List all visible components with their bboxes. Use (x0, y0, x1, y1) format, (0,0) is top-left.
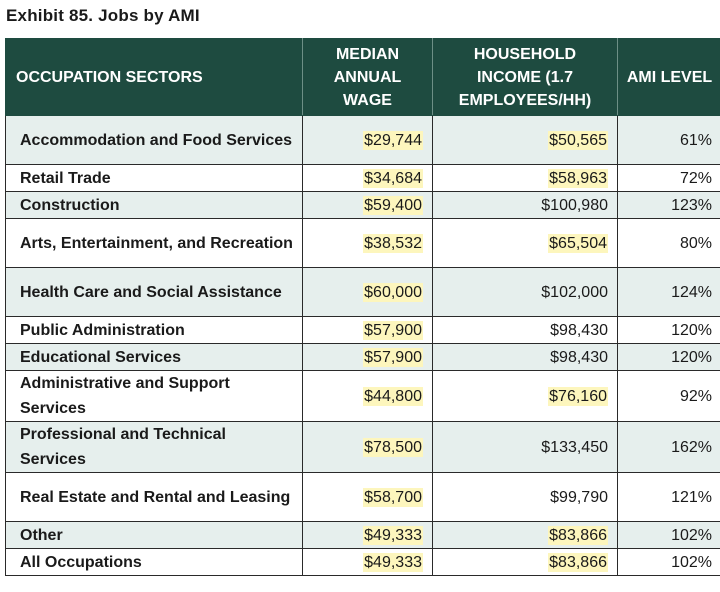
cell-household-income-value: $83,866 (549, 526, 607, 544)
cell-ami-level-value: 92% (679, 387, 712, 405)
cell-household-income-value: $58,963 (549, 169, 607, 187)
cell-ami-level (618, 522, 720, 549)
cell-occupation-sector: Accommodation and Food Services (6, 116, 303, 165)
table-row (6, 522, 720, 549)
header-occupation-sectors: OCCUPATION SECTORS (6, 39, 303, 116)
cell-occupation-sector: Other (6, 522, 303, 549)
cell-median-annual-wage-value: $38,532 (364, 234, 422, 252)
cell-household-income (433, 473, 618, 522)
cell-occupation-sector: Arts, Entertainment, and Recreation (6, 219, 303, 268)
cell-household-income (433, 422, 618, 473)
table-row (6, 116, 720, 165)
cell-median-annual-wage (303, 522, 433, 549)
cell-occupation-sector: Professional and Technical Services (6, 422, 303, 473)
cell-household-income-value: $102,000 (541, 283, 608, 301)
header-income-line-1: HOUSEHOLD (473, 45, 577, 63)
cell-household-income (433, 192, 618, 219)
cell-ami-level-value: 121% (671, 488, 712, 506)
cell-median-annual-wage-value: $57,900 (364, 321, 422, 339)
cell-occupation-sector: Real Estate and Rental and Leasing (6, 473, 303, 522)
table-row (6, 549, 720, 576)
cell-median-annual-wage (303, 219, 433, 268)
table-row (6, 219, 720, 268)
cell-household-income (433, 549, 618, 576)
cell-occupation-sector: Construction (6, 192, 303, 219)
cell-occupation-sector: Retail Trade (6, 165, 303, 192)
cell-ami-level (618, 371, 720, 422)
cell-median-annual-wage (303, 116, 433, 165)
cell-median-annual-wage-value: $78,500 (364, 438, 422, 456)
header-household-income (433, 39, 618, 116)
cell-household-income (433, 116, 618, 165)
cell-ami-level-value: 80% (679, 234, 712, 252)
cell-ami-level (618, 192, 720, 219)
cell-household-income-value: $100,980 (541, 196, 608, 214)
table-row (6, 192, 720, 219)
cell-median-annual-wage-value: $49,333 (364, 526, 422, 544)
exhibit-title: Exhibit 85. Jobs by AMI (6, 6, 200, 25)
table-row (6, 422, 720, 473)
cell-household-income-value: $99,790 (550, 488, 608, 506)
cell-median-annual-wage (303, 165, 433, 192)
header-wage-line-2: ANNUAL (333, 68, 402, 86)
cell-household-income (433, 522, 618, 549)
cell-median-annual-wage (303, 473, 433, 522)
cell-ami-level (618, 219, 720, 268)
table-header-row (6, 39, 720, 116)
table-row (6, 268, 720, 317)
header-ami-level: AMI LEVEL (618, 39, 720, 116)
table-row (6, 371, 720, 422)
cell-household-income-value: $76,160 (549, 387, 607, 405)
table-row (6, 473, 720, 522)
cell-household-income (433, 165, 618, 192)
cell-median-annual-wage-value: $49,333 (364, 553, 422, 571)
cell-household-income-value: $98,430 (550, 348, 608, 366)
cell-ami-level-value: 61% (679, 131, 712, 149)
cell-ami-level (618, 317, 720, 344)
cell-median-annual-wage (303, 549, 433, 576)
header-wage-line-3: WAGE (343, 91, 392, 109)
cell-household-income-value: $65,504 (549, 234, 607, 252)
cell-median-annual-wage (303, 317, 433, 344)
cell-household-income-value: $133,450 (541, 438, 608, 456)
cell-median-annual-wage-value: $34,684 (364, 169, 422, 187)
cell-median-annual-wage (303, 344, 433, 371)
header-income-line-2: INCOME (1.7 (476, 68, 573, 86)
cell-household-income (433, 268, 618, 317)
cell-household-income (433, 344, 618, 371)
cell-ami-level-value: 120% (671, 348, 712, 366)
jobs-by-ami-table (5, 38, 720, 576)
cell-ami-level-value: 102% (671, 553, 712, 571)
cell-ami-level-value: 120% (671, 321, 712, 339)
cell-ami-level (618, 116, 720, 165)
table-row (6, 344, 720, 371)
cell-median-annual-wage (303, 192, 433, 219)
header-wage-line-1: MEDIAN (335, 45, 400, 63)
cell-ami-level-value: 72% (679, 169, 712, 187)
cell-household-income (433, 219, 618, 268)
cell-ami-level (618, 473, 720, 522)
cell-ami-level (618, 268, 720, 317)
table-row (6, 317, 720, 344)
cell-occupation-sector: Educational Services (6, 344, 303, 371)
header-income-line-3: EMPLOYEES/HH) (458, 91, 592, 109)
header-median-annual-wage (303, 39, 433, 116)
cell-ami-level (618, 549, 720, 576)
cell-median-annual-wage-value: $59,400 (364, 196, 422, 214)
cell-ami-level-value: 123% (671, 196, 712, 214)
cell-household-income-value: $98,430 (550, 321, 608, 339)
cell-ami-level-value: 162% (671, 438, 712, 456)
cell-occupation-sector: Administrative and Support Services (6, 371, 303, 422)
cell-median-annual-wage-value: $58,700 (364, 488, 422, 506)
cell-median-annual-wage (303, 268, 433, 317)
cell-ami-level (618, 165, 720, 192)
cell-ami-level-value: 102% (671, 526, 712, 544)
cell-occupation-sector: Health Care and Social Assistance (6, 268, 303, 317)
cell-household-income (433, 317, 618, 344)
cell-ami-level (618, 344, 720, 371)
cell-household-income (433, 371, 618, 422)
cell-household-income-value: $50,565 (549, 131, 607, 149)
cell-ami-level (618, 422, 720, 473)
cell-median-annual-wage (303, 422, 433, 473)
cell-median-annual-wage (303, 371, 433, 422)
cell-ami-level-value: 124% (671, 283, 712, 301)
cell-median-annual-wage-value: $60,000 (364, 283, 422, 301)
cell-occupation-sector: All Occupations (6, 549, 303, 576)
cell-median-annual-wage-value: $29,744 (364, 131, 422, 149)
cell-household-income-value: $83,866 (549, 553, 607, 571)
cell-median-annual-wage-value: $44,800 (364, 387, 422, 405)
cell-median-annual-wage-value: $57,900 (364, 348, 422, 366)
table-row (6, 165, 720, 192)
cell-occupation-sector: Public Administration (6, 317, 303, 344)
